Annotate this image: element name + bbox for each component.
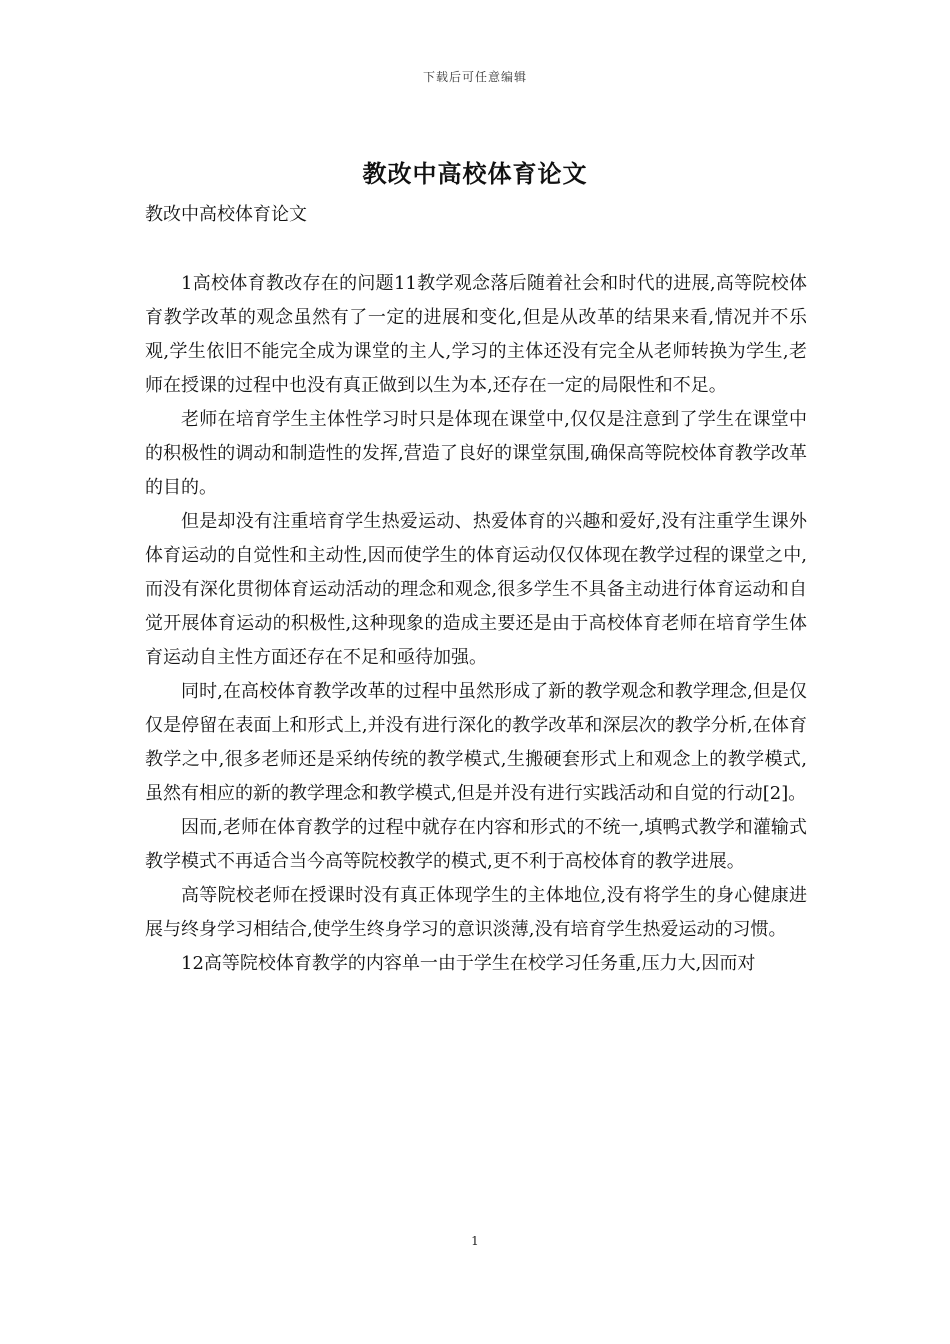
body-paragraph: 同时,在高校体育教学改革的过程中虽然形成了新的教学观念和教学理念,但是仅仅是停留在表面上和形式上,并没有进行深化的教学改革和深层次的教学分析,在体育教学之中,很多老师还是采纳传统的教学模式,生搬硬套形式上和观念上的教学模式,虽然有相应的新的教学理念和教学模式,但是并没有进行实践活动和自觉的行动[2]。 [145, 681, 807, 804]
header-note: 下载后可任意编辑 [422, 70, 527, 84]
body-paragraph: 但是却没有注重培育学生热爱运动、热爱体育的兴趣和爱好,没有注重学生课外体育运动的自觉性和主动性,因而使学生的体育运动仅仅体现在教学过程的课堂之中,而没有深化贯彻体育运动活动的理念和观念,很多学生不具备主动进行体育运动和自觉开展体育运动的积极性,这种现象的造成主要还是由于高校体育老师在培育学生体育运动自主性方面还存在不足和亟待加强。 [145, 511, 807, 668]
body-paragraph: 高等院校老师在授课时没有真正体现学生的主体地位,没有将学生的身心健康进展与终身学习相结合,使学生终身学习的意识淡薄,没有培育学生热爱运动的习惯。 [145, 885, 807, 940]
body-paragraph: 12高等院校体育教学的内容单一由于学生在校学习任务重,压力大,因而对 [181, 953, 756, 974]
page-number: 1 [471, 1234, 479, 1248]
body-paragraph: 老师在培育学生主体性学习时只是体现在课堂中,仅仅是注意到了学生在课堂中的积极性的调动和制造性的发挥,营造了良好的课堂氛围,确保高等院校体育教学改革的目的。 [145, 409, 807, 498]
body-paragraph: 因而,老师在体育教学的过程中就存在内容和形式的不统一,填鸭式教学和灌输式教学模式不再适合当今高等院校教学的模式,更不利于高校体育的教学进展。 [145, 817, 807, 872]
body-paragraph: 1高校体育教改存在的问题11教学观念落后随着社会和时代的进展,高等院校体育教学改革的观念虽然有了一定的进展和变化,但是从改革的结果来看,情况并不乐观,学生依旧不能完全成为课堂的主人,学习的主体还没有完全从老师转换为学生,老师在授课的过程中也没有真正做到以生为本,还存在一定的局限性和不足。 [145, 273, 807, 396]
document-body [145, 267, 807, 981]
document-title: 教改中高校体育论文 [362, 159, 588, 188]
document-subtitle: 教改中高校体育论文 [145, 204, 307, 225]
